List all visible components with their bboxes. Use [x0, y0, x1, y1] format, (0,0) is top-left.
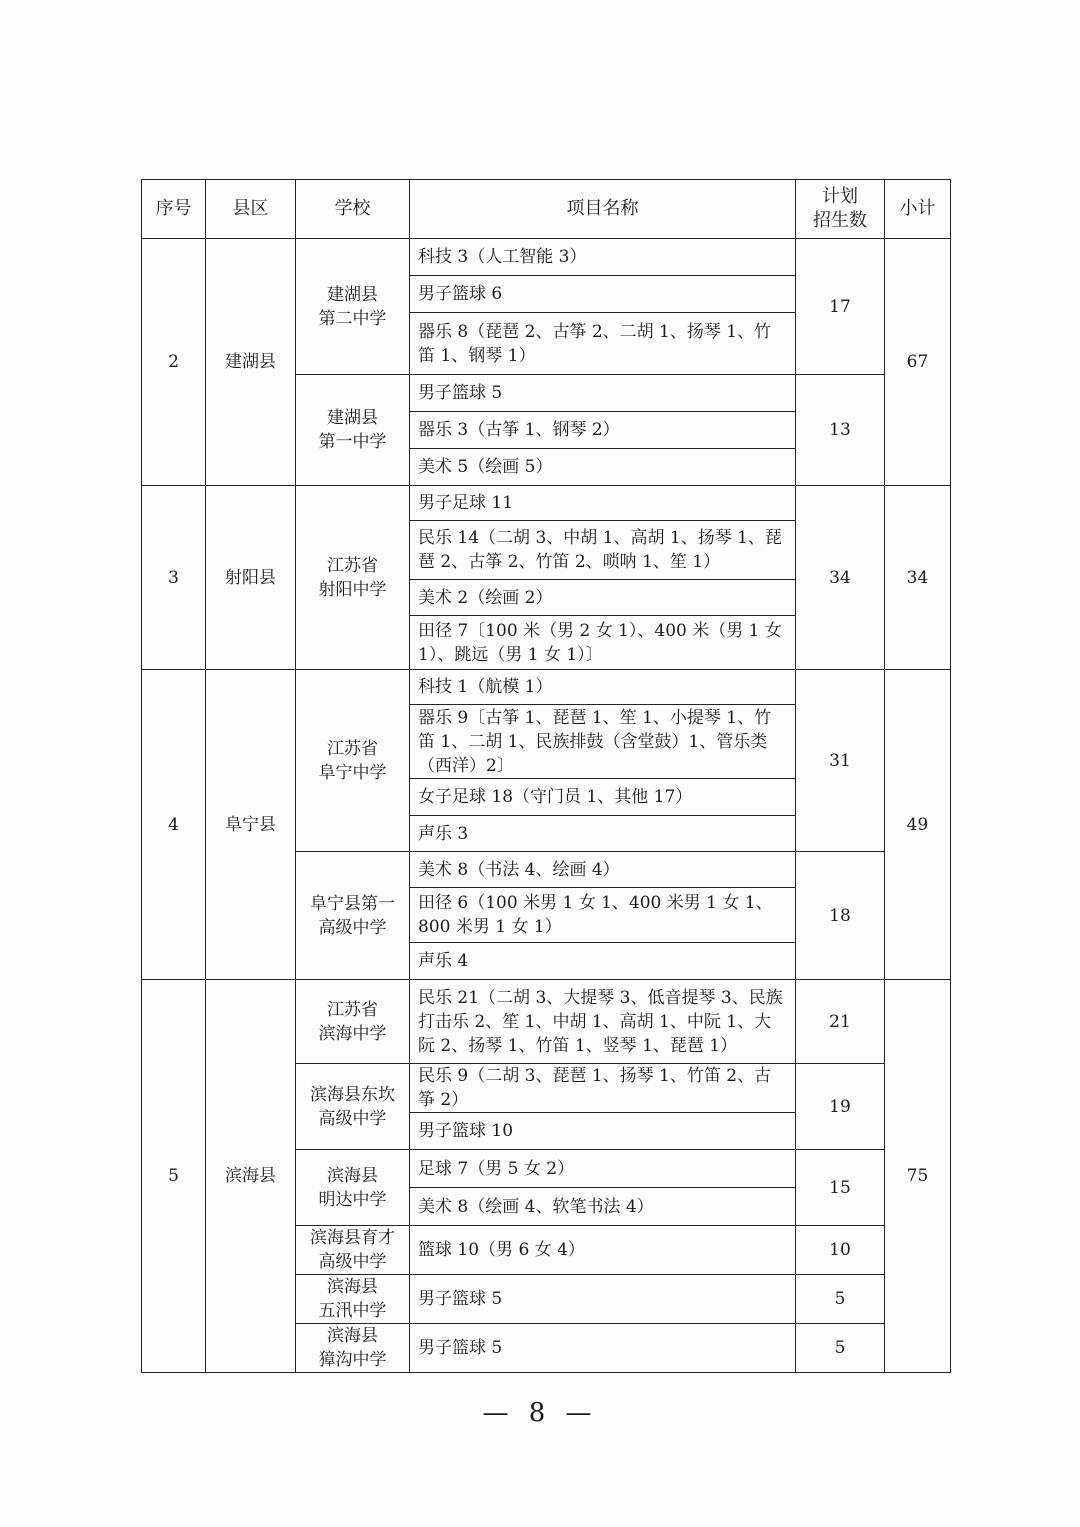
- project-item: 男子篮球 10: [410, 1113, 796, 1150]
- row-subtotal: 67: [885, 239, 951, 486]
- row-plan: 21: [796, 980, 885, 1064]
- row-school: 江苏省 滨海中学: [296, 980, 410, 1064]
- header-school: 学校: [296, 180, 410, 239]
- project-item: 田径 7〔100 米（男 2 女 1）、400 米（男 1 女 1）、跳远（男 1 女 1）〕: [410, 616, 796, 670]
- row-subtotal: 34: [885, 486, 951, 670]
- project-item: 声乐 3: [410, 816, 796, 852]
- row-school: 江苏省 阜宁中学: [296, 670, 410, 852]
- header-subtotal: 小计: [885, 180, 951, 239]
- project-item: 田径 6（100 米男 1 女 1、400 米男 1 女 1、800 米男 1 女 1）: [410, 888, 796, 943]
- row-index: 2: [142, 239, 206, 486]
- row-school: 江苏省 射阳中学: [296, 486, 410, 670]
- row-school: 滨海县 明达中学: [296, 1150, 410, 1226]
- table-row: [142, 486, 951, 521]
- project-item: 美术 5（绘画 5）: [410, 449, 796, 486]
- project-item: 男子足球 11: [410, 486, 796, 521]
- row-plan: 18: [796, 852, 885, 980]
- row-plan: 31: [796, 670, 885, 852]
- row-subtotal: 75: [885, 980, 951, 1373]
- project-item: 器乐 9〔古筝 1、琵琶 1、笙 1、小提琴 1、竹笛 1、二胡 1、民族排鼓（含堂鼓）1、管乐类（西洋）2〕: [410, 705, 796, 779]
- project-item: 美术 8（书法 4、绘画 4）: [410, 852, 796, 888]
- row-plan: 15: [796, 1150, 885, 1226]
- table-row: [142, 980, 951, 1064]
- project-item: 民乐 14（二胡 3、中胡 1、高胡 1、扬琴 1、琵琶 2、古筝 2、竹笛 2、唢呐 1、笙 1）: [410, 521, 796, 580]
- header-index: 序号: [142, 180, 206, 239]
- row-plan: 10: [796, 1226, 885, 1275]
- row-plan: 5: [796, 1275, 885, 1324]
- row-plan: 17: [796, 239, 885, 375]
- project-item: 男子篮球 5: [410, 1324, 796, 1373]
- project-item: 器乐 3（古筝 1、钢琴 2）: [410, 412, 796, 449]
- row-plan: 34: [796, 486, 885, 670]
- row-school: 滨海县育才 高级中学: [296, 1226, 410, 1275]
- project-item: 声乐 4: [410, 943, 796, 980]
- header-project: 项目名称: [410, 180, 796, 239]
- row-county: 阜宁县: [206, 670, 296, 980]
- project-item: 科技 1（航模 1）: [410, 670, 796, 705]
- row-index: 5: [142, 980, 206, 1373]
- table-header-row: [142, 180, 951, 239]
- header-plan: 计划 招生数: [796, 180, 885, 239]
- project-item: 男子篮球 6: [410, 276, 796, 313]
- project-item: 民乐 9（二胡 3、琵琶 1、扬琴 1、竹笛 2、古筝 2）: [410, 1064, 796, 1113]
- project-item: 民乐 21（二胡 3、大提琴 3、低音提琴 3、民族打击乐 2、笙 1、中胡 1、高胡 1、中阮 1、大阮 2、扬琴 1、竹笛 1、竖琴 1、琵琶 1）: [410, 980, 796, 1064]
- project-item: 男子篮球 5: [410, 375, 796, 412]
- page-number: — 8 —: [482, 1398, 598, 1428]
- row-plan: 19: [796, 1064, 885, 1150]
- row-school: 建湖县 第二中学: [296, 239, 410, 375]
- enrollment-plan-table: [141, 179, 951, 1373]
- project-item: 科技 3（人工智能 3）: [410, 239, 796, 276]
- project-item: 男子篮球 5: [410, 1275, 796, 1324]
- row-plan: 13: [796, 375, 885, 486]
- project-item: 美术 8（绘画 4、软笔书法 4）: [410, 1188, 796, 1226]
- row-plan: 5: [796, 1324, 885, 1373]
- project-item: 美术 2（绘画 2）: [410, 580, 796, 616]
- row-school: 滨海县 五汛中学: [296, 1275, 410, 1324]
- project-item: 女子足球 18（守门员 1、其他 17）: [410, 779, 796, 816]
- row-county: 建湖县: [206, 239, 296, 486]
- row-county: 射阳县: [206, 486, 296, 670]
- table-row: [142, 239, 951, 276]
- row-school: 阜宁县第一 高级中学: [296, 852, 410, 980]
- header-county: 县区: [206, 180, 296, 239]
- row-county: 滨海县: [206, 980, 296, 1373]
- row-school: 滨海县 獐沟中学: [296, 1324, 410, 1373]
- row-school: 建湖县 第一中学: [296, 375, 410, 486]
- row-subtotal: 49: [885, 670, 951, 980]
- row-index: 3: [142, 486, 206, 670]
- row-school: 滨海县东坎 高级中学: [296, 1064, 410, 1150]
- table-row: [142, 670, 951, 705]
- project-item: 篮球 10（男 6 女 4）: [410, 1226, 796, 1275]
- project-item: 器乐 8（琵琶 2、古筝 2、二胡 1、扬琴 1、竹笛 1、钢琴 1）: [410, 313, 796, 375]
- project-item: 足球 7（男 5 女 2）: [410, 1150, 796, 1188]
- row-index: 4: [142, 670, 206, 980]
